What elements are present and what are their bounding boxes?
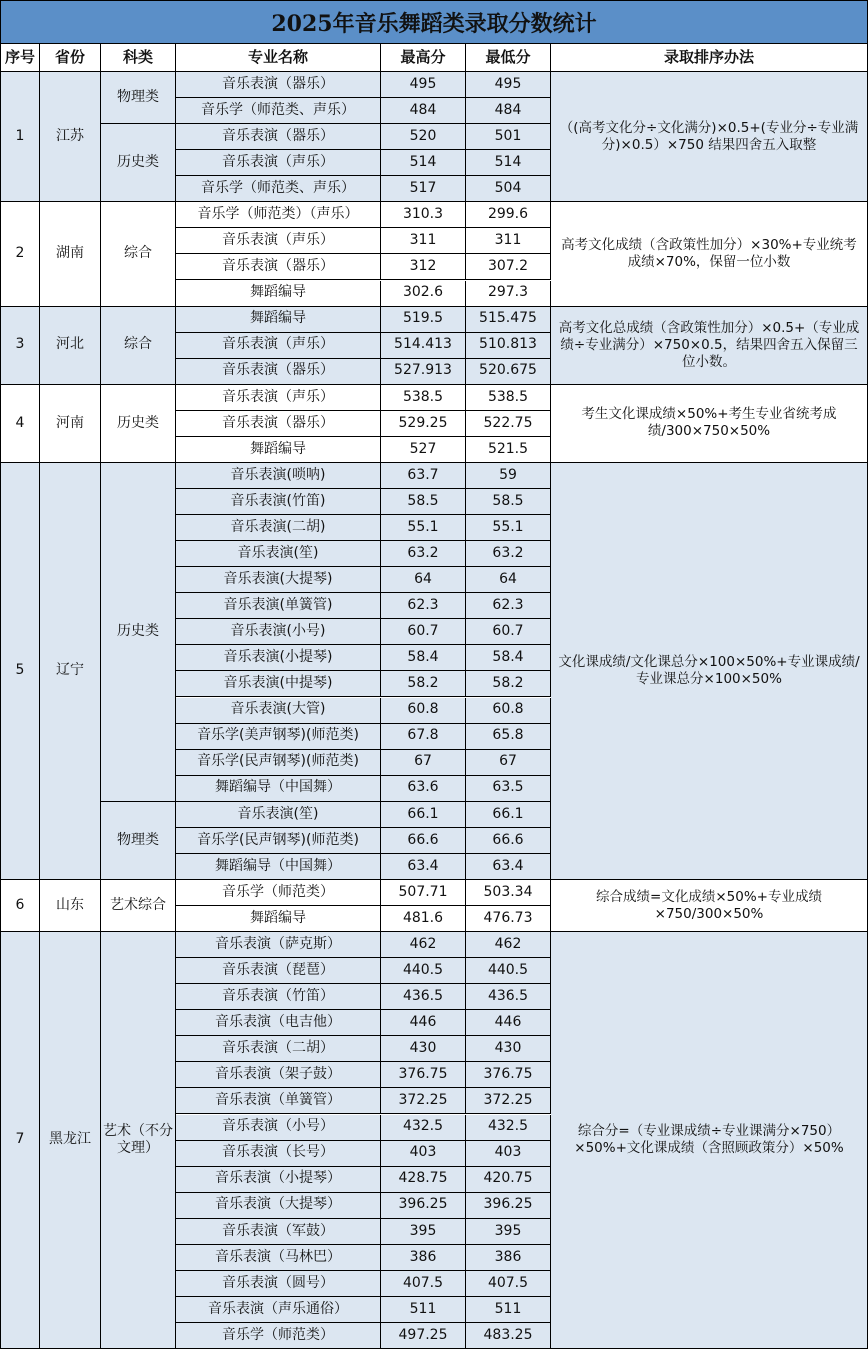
max-score: 428.75 <box>381 1167 466 1193</box>
major-name: 音乐表演(大提琴) <box>176 567 381 593</box>
max-score: 63.4 <box>381 854 466 880</box>
min-score: 504 <box>466 176 551 202</box>
sheet-title: 2025年音乐舞蹈类录取分数统计 <box>0 0 868 44</box>
major-name: 音乐表演（声乐） <box>176 150 381 176</box>
category: 艺术综合 <box>101 880 176 932</box>
min-score: 63.5 <box>466 776 551 802</box>
max-score: 432.5 <box>381 1115 466 1141</box>
header-category: 科类 <box>101 44 176 72</box>
major-name: 音乐表演(唢呐) <box>176 463 381 489</box>
min-score: 432.5 <box>466 1115 551 1141</box>
max-score: 430 <box>381 1036 466 1062</box>
max-score: 403 <box>381 1141 466 1167</box>
max-score: 372.25 <box>381 1088 466 1114</box>
min-score: 63.4 <box>466 854 551 880</box>
min-score: 522.75 <box>466 411 551 437</box>
min-score: 55.1 <box>466 515 551 541</box>
min-score: 511 <box>466 1297 551 1323</box>
min-score: 60.8 <box>466 698 551 724</box>
min-score: 515.475 <box>466 307 551 333</box>
ranking-method: 综合成绩=文化成绩×50%+专业成绩×750/300×50% <box>551 880 868 932</box>
province: 湖南 <box>40 202 101 306</box>
major-name: 音乐表演（军鼓） <box>176 1219 381 1245</box>
max-score: 497.25 <box>381 1323 466 1349</box>
max-score: 484 <box>381 98 466 124</box>
major-name: 音乐表演（萨克斯） <box>176 932 381 958</box>
row-number: 5 <box>0 463 40 880</box>
max-score: 517 <box>381 176 466 202</box>
major-name: 舞蹈编导（中国舞） <box>176 854 381 880</box>
province: 河北 <box>40 307 101 385</box>
min-score: 307.2 <box>466 254 551 280</box>
major-name: 音乐表演（小提琴） <box>176 1167 381 1193</box>
min-score: 503.34 <box>466 880 551 906</box>
major-name: 音乐学(美声钢琴)(师范类) <box>176 724 381 750</box>
max-score: 55.1 <box>381 515 466 541</box>
max-score: 302.6 <box>381 281 466 307</box>
major-name: 音乐表演(笙) <box>176 541 381 567</box>
max-score: 58.5 <box>381 489 466 515</box>
major-name: 音乐表演（器乐） <box>176 72 381 98</box>
max-score: 514.413 <box>381 333 466 359</box>
category: 历史类 <box>101 463 176 802</box>
min-score: 67 <box>466 750 551 776</box>
min-score: 420.75 <box>466 1167 551 1193</box>
province: 江苏 <box>40 72 101 202</box>
category: 历史类 <box>101 385 176 463</box>
header-no: 序号 <box>0 44 40 72</box>
max-score: 481.6 <box>381 906 466 932</box>
header-max-score: 最高分 <box>381 44 466 72</box>
max-score: 436.5 <box>381 984 466 1010</box>
major-name: 音乐表演（竹笛） <box>176 984 381 1010</box>
major-name: 舞蹈编导 <box>176 906 381 932</box>
header-min-score: 最低分 <box>466 44 551 72</box>
major-name: 音乐表演(小号) <box>176 619 381 645</box>
major-name: 舞蹈编导 <box>176 281 381 307</box>
row-number: 3 <box>0 307 40 385</box>
min-score: 65.8 <box>466 724 551 750</box>
min-score: 407.5 <box>466 1271 551 1297</box>
min-score: 462 <box>466 932 551 958</box>
min-score: 299.6 <box>466 202 551 228</box>
max-score: 529.25 <box>381 411 466 437</box>
ranking-method: 高考文化成绩（含政策性加分）×30%+专业统考成绩×70%，保留一位小数 <box>551 202 868 306</box>
max-score: 312 <box>381 254 466 280</box>
max-score: 311 <box>381 228 466 254</box>
province: 山东 <box>40 880 101 932</box>
header-major: 专业名称 <box>176 44 381 72</box>
ranking-method: 高考文化总成绩（含政策性加分）×0.5+（专业成绩÷专业满分）×750×0.5，结果四舍五入保留三位小数。 <box>551 307 868 385</box>
min-score: 66.1 <box>466 802 551 828</box>
max-score: 63.2 <box>381 541 466 567</box>
max-score: 66.6 <box>381 828 466 854</box>
major-name: 音乐学（师范类、声乐） <box>176 98 381 124</box>
major-name: 音乐表演(笙) <box>176 802 381 828</box>
min-score: 501 <box>466 124 551 150</box>
max-score: 60.8 <box>381 698 466 724</box>
max-score: 507.71 <box>381 880 466 906</box>
major-name: 音乐表演（电吉他） <box>176 1010 381 1036</box>
max-score: 519.5 <box>381 307 466 333</box>
max-score: 462 <box>381 932 466 958</box>
major-name: 音乐表演（琵琶） <box>176 958 381 984</box>
min-score: 446 <box>466 1010 551 1036</box>
category: 艺术（不分文理） <box>101 932 176 1349</box>
major-name: 舞蹈编导 <box>176 437 381 463</box>
major-name: 音乐表演（器乐） <box>176 359 381 385</box>
major-name: 音乐表演（声乐） <box>176 228 381 254</box>
min-score: 510.813 <box>466 333 551 359</box>
max-score: 64 <box>381 567 466 593</box>
min-score: 476.73 <box>466 906 551 932</box>
major-name: 音乐表演(竹笛) <box>176 489 381 515</box>
major-name: 音乐表演(小提琴) <box>176 645 381 671</box>
province: 黑龙江 <box>40 932 101 1349</box>
major-name: 音乐表演(二胡) <box>176 515 381 541</box>
max-score: 396.25 <box>381 1193 466 1219</box>
category: 综合 <box>101 307 176 385</box>
max-score: 67.8 <box>381 724 466 750</box>
max-score: 511 <box>381 1297 466 1323</box>
major-name: 音乐表演（声乐） <box>176 385 381 411</box>
category: 综合 <box>101 202 176 306</box>
row-number: 1 <box>0 72 40 202</box>
max-score: 446 <box>381 1010 466 1036</box>
min-score: 311 <box>466 228 551 254</box>
min-score: 297.3 <box>466 281 551 307</box>
min-score: 483.25 <box>466 1323 551 1349</box>
min-score: 372.25 <box>466 1088 551 1114</box>
max-score: 67 <box>381 750 466 776</box>
max-score: 63.7 <box>381 463 466 489</box>
major-name: 音乐表演（长号） <box>176 1141 381 1167</box>
min-score: 430 <box>466 1036 551 1062</box>
min-score: 521.5 <box>466 437 551 463</box>
major-name: 音乐表演（声乐通俗） <box>176 1297 381 1323</box>
max-score: 376.75 <box>381 1062 466 1088</box>
major-name: 音乐表演（器乐） <box>176 411 381 437</box>
min-score: 66.6 <box>466 828 551 854</box>
ranking-method: 文化课成绩/文化课总分×100×50%+专业课成绩/专业课总分×100×50% <box>551 463 868 880</box>
min-score: 59 <box>466 463 551 489</box>
major-name: 舞蹈编导 <box>176 307 381 333</box>
min-score: 58.5 <box>466 489 551 515</box>
province: 辽宁 <box>40 463 101 880</box>
max-score: 60.7 <box>381 619 466 645</box>
min-score: 64 <box>466 567 551 593</box>
ranking-method: 综合分=（专业课成绩÷专业课满分×750）×50%+文化课成绩（含照顾政策分）×50% <box>551 932 868 1349</box>
major-name: 音乐表演（器乐） <box>176 124 381 150</box>
category: 历史类 <box>101 124 176 202</box>
max-score: 440.5 <box>381 958 466 984</box>
major-name: 音乐表演（单簧管） <box>176 1088 381 1114</box>
min-score: 514 <box>466 150 551 176</box>
major-name: 音乐学(民声钢琴)(师范类) <box>176 828 381 854</box>
min-score: 395 <box>466 1219 551 1245</box>
min-score: 403 <box>466 1141 551 1167</box>
ranking-method: （(高考文化分÷文化满分)×0.5+(专业分÷专业满分)×0.5）×750 结果四舍五入取整 <box>551 72 868 202</box>
max-score: 538.5 <box>381 385 466 411</box>
row-number: 2 <box>0 202 40 306</box>
row-number: 7 <box>0 932 40 1349</box>
max-score: 407.5 <box>381 1271 466 1297</box>
max-score: 58.2 <box>381 671 466 697</box>
major-name: 音乐表演（大提琴） <box>176 1193 381 1219</box>
header-province: 省份 <box>40 44 101 72</box>
major-name: 音乐表演（声乐） <box>176 333 381 359</box>
min-score: 484 <box>466 98 551 124</box>
max-score: 495 <box>381 72 466 98</box>
header-method: 录取排序办法 <box>551 44 868 72</box>
major-name: 音乐学（师范类） <box>176 880 381 906</box>
min-score: 396.25 <box>466 1193 551 1219</box>
row-number: 6 <box>0 880 40 932</box>
max-score: 514 <box>381 150 466 176</box>
major-name: 音乐学（师范类）（声乐） <box>176 202 381 228</box>
max-score: 527.913 <box>381 359 466 385</box>
min-score: 58.2 <box>466 671 551 697</box>
major-name: 音乐学（师范类、声乐） <box>176 176 381 202</box>
min-score: 63.2 <box>466 541 551 567</box>
max-score: 310.3 <box>381 202 466 228</box>
province: 河南 <box>40 385 101 463</box>
major-name: 音乐表演（架子鼓） <box>176 1062 381 1088</box>
min-score: 60.7 <box>466 619 551 645</box>
ranking-method: 考生文化课成绩×50%+考生专业省统考成绩/300×750×50% <box>551 385 868 463</box>
major-name: 音乐学(民声钢琴)(师范类) <box>176 750 381 776</box>
min-score: 440.5 <box>466 958 551 984</box>
major-name: 音乐表演（马林巴） <box>176 1245 381 1271</box>
max-score: 58.4 <box>381 645 466 671</box>
category: 物理类 <box>101 72 176 124</box>
min-score: 495 <box>466 72 551 98</box>
major-name: 音乐表演（二胡） <box>176 1036 381 1062</box>
major-name: 音乐表演(大管) <box>176 698 381 724</box>
max-score: 386 <box>381 1245 466 1271</box>
min-score: 520.675 <box>466 359 551 385</box>
major-name: 音乐表演(单簧管) <box>176 593 381 619</box>
major-name: 音乐表演（圆号） <box>176 1271 381 1297</box>
max-score: 62.3 <box>381 593 466 619</box>
min-score: 376.75 <box>466 1062 551 1088</box>
min-score: 58.4 <box>466 645 551 671</box>
min-score: 62.3 <box>466 593 551 619</box>
major-name: 音乐表演（器乐） <box>176 254 381 280</box>
min-score: 538.5 <box>466 385 551 411</box>
category: 物理类 <box>101 802 176 880</box>
max-score: 66.1 <box>381 802 466 828</box>
row-number: 4 <box>0 385 40 463</box>
min-score: 386 <box>466 1245 551 1271</box>
major-name: 舞蹈编导（中国舞） <box>176 776 381 802</box>
major-name: 音乐表演(中提琴) <box>176 671 381 697</box>
min-score: 436.5 <box>466 984 551 1010</box>
max-score: 63.6 <box>381 776 466 802</box>
max-score: 520 <box>381 124 466 150</box>
major-name: 音乐表演（小号） <box>176 1115 381 1141</box>
max-score: 395 <box>381 1219 466 1245</box>
max-score: 527 <box>381 437 466 463</box>
major-name: 音乐学（师范类） <box>176 1323 381 1349</box>
